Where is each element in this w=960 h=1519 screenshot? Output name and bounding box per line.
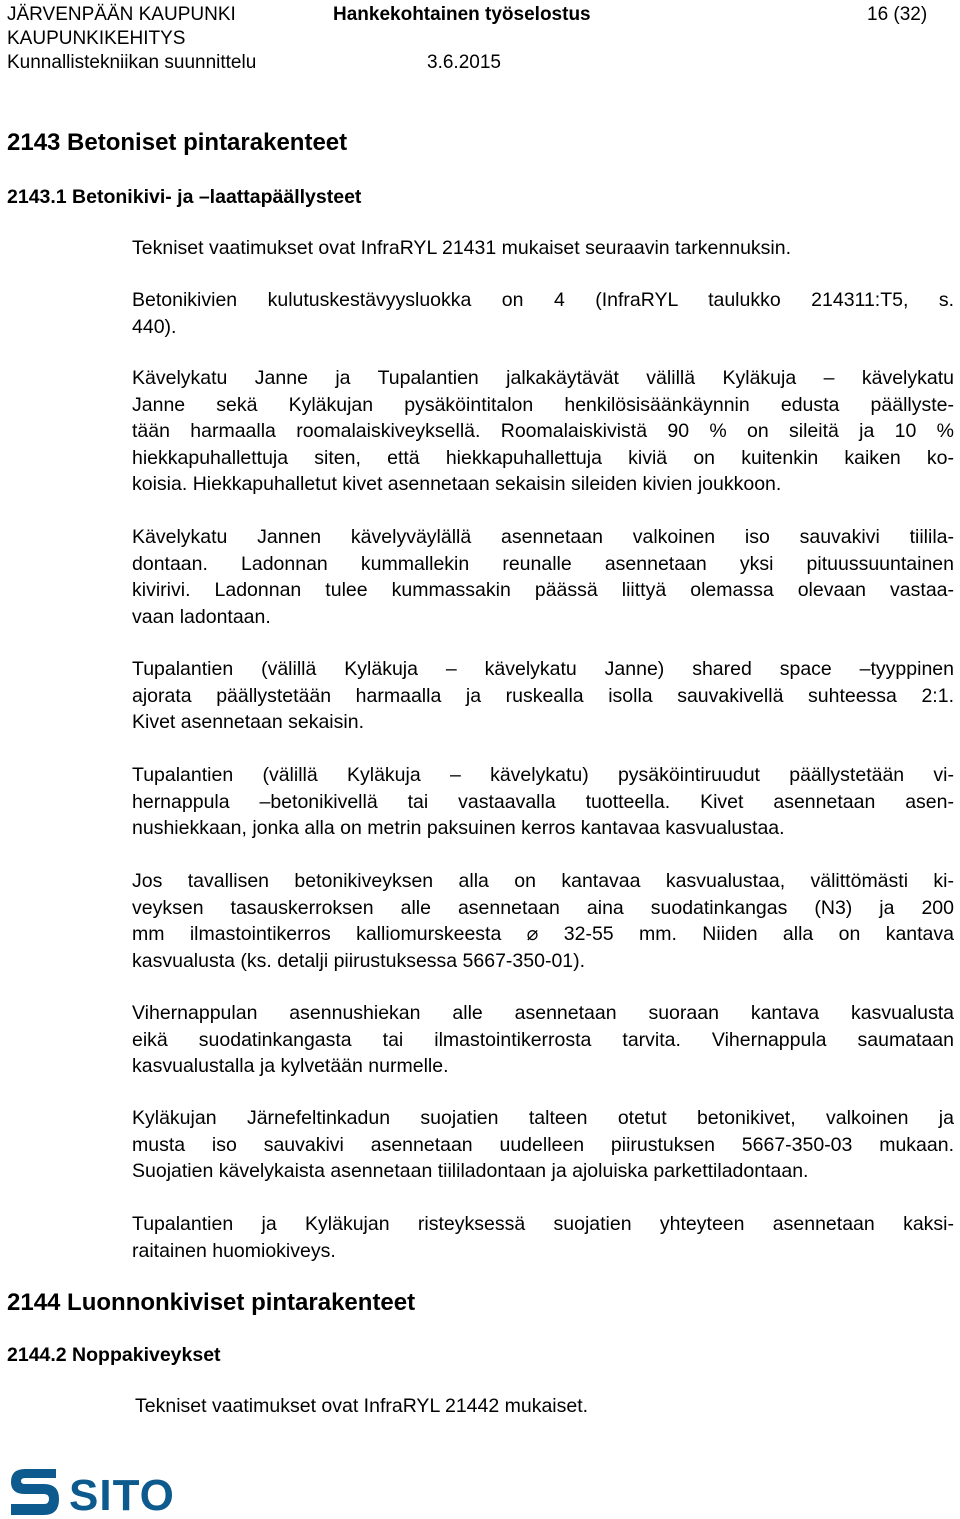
paragraph-jannen-walkway (132, 524, 954, 630)
text-line: hiekkapuhallettuja siten, että hiekkapuhallettuja kiviä on kuitenkin kaiken ko- (132, 446, 954, 469)
text-line: tään harmaalla roomalaiskiveyksellä. Roomalaiskivistä 90 % on sileitä ja 10 % (132, 420, 954, 442)
text-line: mm ilmastointikerros kalliomurskeesta ⌀ 32-55 mm. Niiden alla on kantava (132, 923, 954, 945)
page-number: 16 (32) (867, 4, 928, 25)
text-line: Vihernappulan asennushiekan alle asennetaan suoraan kantava kasvualusta (132, 1002, 954, 1024)
text-line: 440). (132, 315, 177, 338)
paragraph-vihernappula (132, 1000, 954, 1080)
text-line: Tupalantien (välillä Kyläkuja – kävelykatu Janne) shared space –tyyppinen (132, 658, 954, 680)
text-line: Tekniset vaatimukset ovat InfraRYL 21442 mukaiset. (135, 1395, 589, 1417)
text-line: Tupalantien (välillä Kyläkuja – kävelykatu) pysäköintiruudut päällystetään vi- (132, 764, 954, 786)
text-line: ajorata päällystetään harmaalla ja ruskealla isolla sauvakivellä suhteessa 2:1. (132, 684, 954, 707)
text-line: kasvualustalla ja kylvetään nurmelle. (132, 1055, 449, 1077)
paragraph-durability-class (132, 287, 954, 340)
paragraph-cobblestone-requirements (135, 1393, 957, 1420)
text-line: nushiekkaan, jonka alla on metrin paksuinen kerros kantavaa kasvualustaa. (132, 817, 785, 839)
text-line: veyksen tasauskerroksen alle asennetaan aina suodatinkangas (N3) ja 200 (132, 896, 954, 919)
text-line: Kävelykatu Janne ja Tupalantien jalkakäytävät välillä Kyläkuja – kävelykatu (132, 367, 954, 389)
document-title: Hankekohtainen työselostus (333, 4, 591, 25)
text-line: dontaan. Ladonnan kummallekin reunalle asennetaan yksi pituussuuntainen (132, 552, 954, 575)
text-line: Suojatien kävelykaista asennetaan tiililadontaan ja ajoluiska parkettiladontaan. (132, 1160, 809, 1182)
heading-2144-2: 2144.2 Noppakiveykset (7, 1344, 221, 1366)
heading-2144: 2144 Luonnonkiviset pintarakenteet (7, 1289, 416, 1316)
text-line: hernappula –betonikivellä tai vastaavalla tuotteella. Kivet asennetaan asen- (132, 790, 954, 813)
text-line: raitainen huomiokiveys. (132, 1239, 336, 1262)
org-name: JÄRVENPÄÄN KAUPUNKI (7, 4, 236, 25)
text-line: Betonikivien kulutuskestävyysluokka on 4 (InfraRYL taulukko 214311:T5, s. (132, 289, 954, 311)
paragraph-parking-spaces (132, 762, 954, 842)
paragraph-crosswalk (132, 1105, 954, 1185)
text-line: Tupalantien ja Kyläkujan risteyksessä suojatien yhteyteen asennetaan kaksi- (132, 1213, 954, 1235)
document-date: 3.6.2015 (427, 52, 501, 73)
heading-2143-1: 2143.1 Betonikivi- ja –laattapäällysteet (7, 186, 362, 208)
text-line: eikä suodatinkangasta tai ilmastointikerrosta tarvita. Vihernappula saumataan (132, 1028, 954, 1051)
text-line: kivirivi. Ladonnan tulee kummassakin päässä liittyä olemassa olevaan vastaa- (132, 579, 954, 601)
text-line: kasvualusta (ks. detalji piirustuksessa 5667-350-01). (132, 949, 586, 972)
org-department: KAUPUNKIKEHITYS (7, 28, 186, 49)
heading-2143: 2143 Betoniset pintarakenteet (7, 129, 348, 156)
text-line: Kivet asennetaan sekaisin. (132, 711, 364, 733)
paragraph-requirements (132, 235, 954, 262)
org-unit: Kunnallistekniikan suunnittelu (7, 52, 257, 73)
sito-logo (7, 1463, 177, 1519)
sito-s-icon (11, 1469, 59, 1515)
paragraph-growing-medium (132, 868, 954, 974)
paragraph-warning-paving (132, 1211, 954, 1264)
paragraph-shared-space (132, 656, 954, 736)
text-line: Tekniset vaatimukset ovat InfraRYL 21431 mukaiset seuraavin tarkennuksin. (132, 237, 792, 259)
text-line: Janne sekä Kyläkujan pysäköintitalon henkilösisäänkäynnin edusta päällyste- (132, 393, 954, 416)
text-line: Kyläkujan Järnefeltinkadun suojatien talteen otetut betonikivet, valkoinen ja (132, 1107, 954, 1129)
text-line: musta iso sauvakivi asennetaan uudelleen piirustuksen 5667-350-03 mukaan. (132, 1133, 954, 1156)
text-line: Jos tavallisen betonikiveyksen alla on kantavaa kasvualustaa, välittömästi ki- (132, 870, 954, 892)
logo-wordmark: SITO (69, 1471, 175, 1519)
paragraph-roman-paving (132, 365, 954, 498)
text-line: koisia. Hiekkapuhalletut kivet asennetaan sekaisin sileiden kivien joukkoon. (132, 473, 782, 495)
text-line: vaan ladontaan. (132, 605, 271, 628)
text-line: Kävelykatu Jannen kävelyväylällä asennetaan valkoinen iso sauvakivi tiilila- (132, 526, 954, 548)
